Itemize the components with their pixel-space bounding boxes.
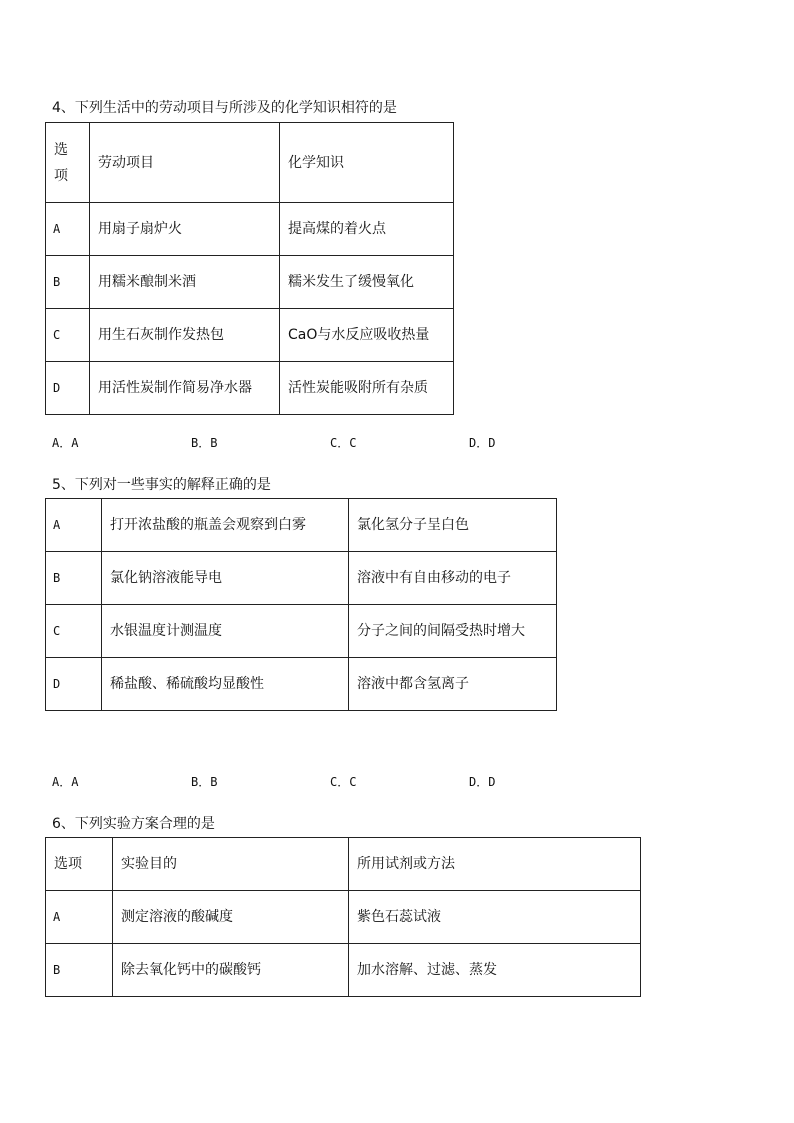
row-option: D: [46, 362, 90, 415]
option-b[interactable]: B．B: [191, 436, 218, 450]
row-explanation: 溶液中有自由移动的电子: [349, 552, 557, 605]
row-labor-item: 用糯米酿制米酒: [90, 256, 280, 309]
row-method: 紫色石蕊试液: [349, 891, 641, 944]
option-d[interactable]: D．D: [469, 436, 496, 450]
row-purpose: 测定溶液的酸碱度: [113, 891, 349, 944]
header-option: 选项: [46, 123, 90, 203]
table-row: [46, 552, 557, 605]
option-c[interactable]: C．C: [330, 775, 357, 789]
row-explanation: 分子之间的间隔受热时增大: [349, 605, 557, 658]
row-chem-knowledge: 糯米发生了缓慢氧化: [280, 256, 454, 309]
question-6-title: 6、下列实验方案合理的是: [52, 816, 215, 832]
table-header-row: [46, 123, 454, 203]
header-method: 所用试剂或方法: [349, 838, 641, 891]
row-fact: 打开浓盐酸的瓶盖会观察到白雾: [102, 499, 349, 552]
table-row: [46, 605, 557, 658]
row-chem-knowledge: 活性炭能吸附所有杂质: [280, 362, 454, 415]
row-option: B: [46, 552, 102, 605]
row-explanation: 氯化氢分子呈白色: [349, 499, 557, 552]
row-explanation: 溶液中都含氢离子: [349, 658, 557, 711]
question-4-title: 4、下列生活中的劳动项目与所涉及的化学知识相符的是: [52, 100, 397, 116]
row-labor-item: 用扇子扇炉火: [90, 203, 280, 256]
option-a[interactable]: A．A: [52, 436, 79, 450]
header-chem-knowledge: 化学知识: [280, 123, 454, 203]
question-4-options: [52, 434, 612, 452]
row-option: B: [46, 256, 90, 309]
row-option: C: [46, 309, 90, 362]
table-row: [46, 944, 641, 997]
table-row: [46, 658, 557, 711]
table-row: [46, 362, 454, 415]
row-purpose: 除去氧化钙中的碳酸钙: [113, 944, 349, 997]
table-header-row: [46, 838, 641, 891]
table-row: [46, 891, 641, 944]
option-d[interactable]: D．D: [469, 775, 496, 789]
header-option: 选项: [46, 838, 113, 891]
option-c[interactable]: C．C: [330, 436, 357, 450]
question-5-options: [52, 773, 612, 791]
option-a[interactable]: A．A: [52, 775, 79, 789]
table-row: [46, 256, 454, 309]
row-option: A: [46, 499, 102, 552]
question-4-table: [45, 122, 454, 415]
header-purpose: 实验目的: [113, 838, 349, 891]
row-option: A: [46, 891, 113, 944]
row-fact: 水银温度计测温度: [102, 605, 349, 658]
option-b[interactable]: B．B: [191, 775, 218, 789]
table-row: [46, 499, 557, 552]
row-option: C: [46, 605, 102, 658]
question-5-title: 5、下列对一些事实的解释正确的是: [52, 477, 271, 493]
question-6-table: [45, 837, 641, 997]
row-chem-knowledge: 提高煤的着火点: [280, 203, 454, 256]
row-method: 加水溶解、过滤、蒸发: [349, 944, 641, 997]
row-option: B: [46, 944, 113, 997]
row-labor-item: 用活性炭制作简易净水器: [90, 362, 280, 415]
table-row: [46, 309, 454, 362]
row-option: A: [46, 203, 90, 256]
row-option: D: [46, 658, 102, 711]
row-labor-item: 用生石灰制作发热包: [90, 309, 280, 362]
row-fact: 氯化钠溶液能导电: [102, 552, 349, 605]
table-row: [46, 203, 454, 256]
header-labor-item: 劳动项目: [90, 123, 280, 203]
row-fact: 稀盐酸、稀硫酸均显酸性: [102, 658, 349, 711]
row-chem-knowledge: CaO与水反应吸收热量: [280, 309, 454, 362]
question-5-table: [45, 498, 557, 711]
